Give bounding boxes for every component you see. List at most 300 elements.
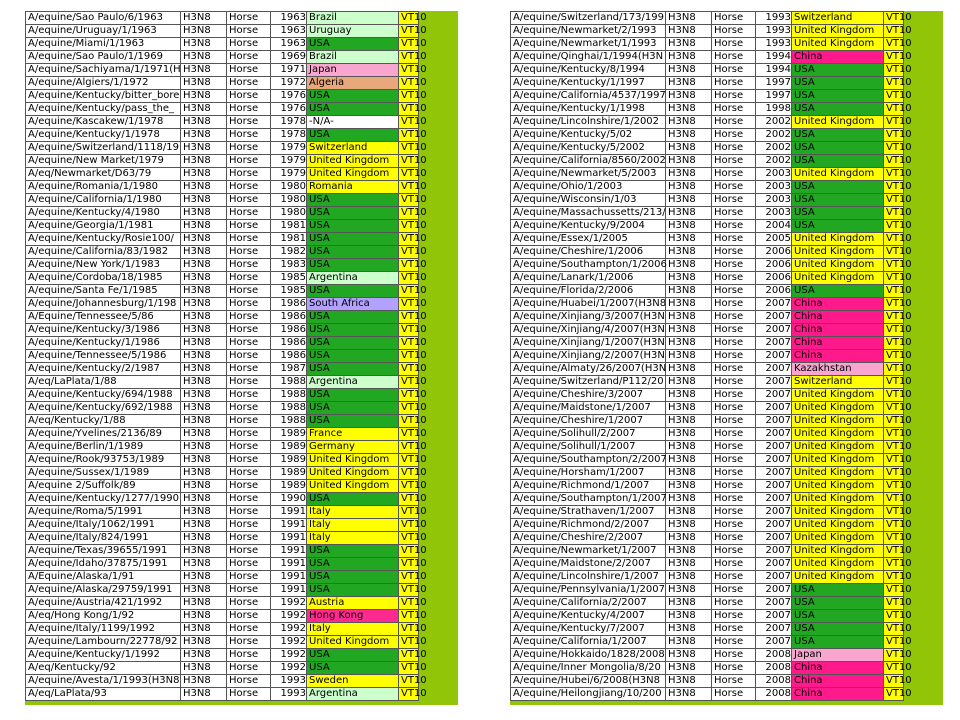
strain-name-cell[interactable]: A/equine/Xinjiang/2/2007(H3N [511,350,666,363]
country-cell[interactable]: China [792,350,884,363]
lineage-cell[interactable]: VT10 [884,324,904,337]
subtype-cell[interactable]: H3N8 [666,558,712,571]
strain-name-cell[interactable]: A/equine/Kentucky/1/1998 [511,103,666,116]
strain-name-cell[interactable]: A/eq/Newmarket/D63/79 [26,168,181,181]
host-cell[interactable]: Horse [712,532,756,545]
lineage-cell[interactable]: VT10 [399,350,419,363]
lineage-cell[interactable]: VT10 [884,454,904,467]
country-cell[interactable]: United Kingdom [792,571,884,584]
country-cell[interactable]: USA [307,337,399,350]
strain-name-cell[interactable]: A/equine/Switzerland/1118/19 [26,142,181,155]
country-cell[interactable]: USA [792,636,884,649]
country-cell[interactable]: China [792,324,884,337]
subtype-cell[interactable]: H3N8 [181,311,227,324]
strain-name-cell[interactable]: A/equine/Kentucky/9/2004 [511,220,666,233]
country-cell[interactable]: Algeria [307,77,399,90]
host-cell[interactable]: Horse [227,428,271,441]
year-cell[interactable]: 1979 [271,155,307,168]
strain-name-cell[interactable]: A/equine/Sachiyama/1/1971(H [26,64,181,77]
host-cell[interactable]: Horse [227,38,271,51]
lineage-cell[interactable]: VT10 [399,38,419,51]
host-cell[interactable]: Horse [227,246,271,259]
subtype-cell[interactable]: H3N8 [666,311,712,324]
country-cell[interactable]: United Kingdom [792,389,884,402]
strain-name-cell[interactable]: A/equine/Italy/824/1991 [26,532,181,545]
country-cell[interactable]: USA [792,285,884,298]
subtype-cell[interactable]: H3N8 [181,597,227,610]
subtype-cell[interactable]: H3N8 [666,649,712,662]
subtype-cell[interactable]: H3N8 [666,38,712,51]
lineage-cell[interactable]: VT10 [884,519,904,532]
subtype-cell[interactable]: H3N8 [181,623,227,636]
strain-name-cell[interactable]: A/equine/Kentucky/7/2007 [511,623,666,636]
subtype-cell[interactable]: H3N8 [666,480,712,493]
country-cell[interactable]: United Kingdom [792,428,884,441]
strain-name-cell[interactable]: A/equine/Georgia/1/1981 [26,220,181,233]
lineage-cell[interactable]: VT10 [399,636,419,649]
subtype-cell[interactable]: H3N8 [666,493,712,506]
year-cell[interactable]: 1969 [271,51,307,64]
year-cell[interactable]: 1993 [756,12,792,25]
host-cell[interactable]: Horse [712,194,756,207]
year-cell[interactable]: 1992 [271,649,307,662]
strain-name-cell[interactable]: A/equine/Ohio/1/2003 [511,181,666,194]
host-cell[interactable]: Horse [227,493,271,506]
subtype-cell[interactable]: H3N8 [181,584,227,597]
strain-name-cell[interactable]: A/equine/Xinjiang/3/2007(H3N [511,311,666,324]
year-cell[interactable]: 2007 [756,376,792,389]
subtype-cell[interactable]: H3N8 [181,142,227,155]
lineage-cell[interactable]: VT10 [884,636,904,649]
strain-name-cell[interactable]: A/equine/Heilongjiang/10/200 [511,688,666,701]
country-cell[interactable]: USA [792,129,884,142]
host-cell[interactable]: Horse [712,129,756,142]
lineage-cell[interactable]: VT10 [399,519,419,532]
host-cell[interactable]: Horse [712,168,756,181]
strain-name-cell[interactable]: A/Equine/Alaska/1/91 [26,571,181,584]
lineage-cell[interactable]: VT10 [884,103,904,116]
subtype-cell[interactable]: H3N8 [666,636,712,649]
subtype-cell[interactable]: H3N8 [666,610,712,623]
strain-name-cell[interactable]: A/equine/Uruguay/1/1963 [26,25,181,38]
subtype-cell[interactable]: H3N8 [181,77,227,90]
lineage-cell[interactable]: VT10 [399,207,419,220]
lineage-cell[interactable]: VT10 [884,142,904,155]
year-cell[interactable]: 1976 [271,90,307,103]
year-cell[interactable]: 2002 [756,142,792,155]
country-cell[interactable]: United Kingdom [307,168,399,181]
lineage-cell[interactable]: VT10 [399,584,419,597]
host-cell[interactable]: Horse [712,662,756,675]
subtype-cell[interactable]: H3N8 [666,77,712,90]
strain-name-cell[interactable]: A/equine/Italy/1199/1992 [26,623,181,636]
host-cell[interactable]: Horse [227,506,271,519]
lineage-cell[interactable]: VT10 [884,64,904,77]
strain-name-cell[interactable]: A/equine/Hokkaido/1828/2008 [511,649,666,662]
subtype-cell[interactable]: H3N8 [181,233,227,246]
strain-name-cell[interactable]: A/equine/Xinjiang/1/2007(H3N [511,337,666,350]
subtype-cell[interactable]: H3N8 [181,506,227,519]
strain-name-cell[interactable]: A/equine/Almaty/26/2007(H3N [511,363,666,376]
country-cell[interactable]: United Kingdom [792,493,884,506]
subtype-cell[interactable]: H3N8 [666,597,712,610]
lineage-cell[interactable]: VT10 [884,298,904,311]
strain-name-cell[interactable]: A/equine/Newmarket/5/2003 [511,168,666,181]
subtype-cell[interactable]: H3N8 [666,25,712,38]
host-cell[interactable]: Horse [227,584,271,597]
country-cell[interactable]: Brazil [307,51,399,64]
host-cell[interactable]: Horse [227,389,271,402]
country-cell[interactable]: Argentina [307,376,399,389]
year-cell[interactable]: 1993 [271,688,307,701]
lineage-cell[interactable]: VT10 [884,207,904,220]
lineage-cell[interactable]: VT10 [399,610,419,623]
subtype-cell[interactable]: H3N8 [181,545,227,558]
lineage-cell[interactable]: VT10 [884,51,904,64]
lineage-cell[interactable]: VT10 [399,142,419,155]
country-cell[interactable]: France [307,428,399,441]
subtype-cell[interactable]: H3N8 [666,207,712,220]
host-cell[interactable]: Horse [712,649,756,662]
year-cell[interactable]: 1993 [756,25,792,38]
subtype-cell[interactable]: H3N8 [666,220,712,233]
lineage-cell[interactable]: VT10 [399,389,419,402]
strain-name-cell[interactable]: A/equine/Inner Mongolia/8/20 [511,662,666,675]
subtype-cell[interactable]: H3N8 [181,350,227,363]
country-cell[interactable]: Kazakhstan [792,363,884,376]
lineage-cell[interactable]: VT10 [884,558,904,571]
year-cell[interactable]: 1994 [756,64,792,77]
strain-name-cell[interactable]: A/equine/Alaska/29759/1991 [26,584,181,597]
subtype-cell[interactable]: H3N8 [181,324,227,337]
host-cell[interactable]: Horse [227,649,271,662]
host-cell[interactable]: Horse [712,402,756,415]
lineage-cell[interactable]: VT10 [399,363,419,376]
strain-name-cell[interactable]: A/equine/Kentucky/4/2007 [511,610,666,623]
strain-name-cell[interactable]: A/equine/Sao Paulo/1/1969 [26,51,181,64]
strain-name-cell[interactable]: A/equine/Miami/1/1963 [26,38,181,51]
year-cell[interactable]: 1963 [271,12,307,25]
year-cell[interactable]: 1986 [271,324,307,337]
country-cell[interactable]: United Kingdom [307,155,399,168]
subtype-cell[interactable]: H3N8 [181,90,227,103]
subtype-cell[interactable]: H3N8 [666,467,712,480]
strain-name-cell[interactable]: A/equine/Cheshire/1/2006 [511,246,666,259]
year-cell[interactable]: 2007 [756,428,792,441]
country-cell[interactable]: United Kingdom [307,636,399,649]
year-cell[interactable]: 2007 [756,597,792,610]
country-cell[interactable]: Italy [307,532,399,545]
subtype-cell[interactable]: H3N8 [666,116,712,129]
year-cell[interactable]: 2007 [756,532,792,545]
lineage-cell[interactable]: VT10 [884,623,904,636]
lineage-cell[interactable]: VT10 [399,311,419,324]
country-cell[interactable]: USA [307,103,399,116]
strain-name-cell[interactable]: A/eq/Kentucky/92 [26,662,181,675]
strain-name-cell[interactable]: A/equine/Newmarket/1/1993 [511,38,666,51]
year-cell[interactable]: 1991 [271,545,307,558]
subtype-cell[interactable]: H3N8 [666,519,712,532]
lineage-cell[interactable]: VT10 [884,155,904,168]
subtype-cell[interactable]: H3N8 [181,532,227,545]
host-cell[interactable]: Horse [712,415,756,428]
subtype-cell[interactable]: H3N8 [666,64,712,77]
host-cell[interactable]: Horse [227,51,271,64]
strain-name-cell[interactable]: A/equine/California/4537/1997 [511,90,666,103]
subtype-cell[interactable]: H3N8 [666,545,712,558]
strain-name-cell[interactable]: A/equine/Roma/5/1991 [26,506,181,519]
year-cell[interactable]: 1992 [271,597,307,610]
lineage-cell[interactable]: VT10 [884,584,904,597]
country-cell[interactable]: United Kingdom [792,532,884,545]
host-cell[interactable]: Horse [227,207,271,220]
strain-name-cell[interactable]: A/equine/Kentucky/1/1997 [511,77,666,90]
year-cell[interactable]: 1997 [756,77,792,90]
country-cell[interactable]: South Africa [307,298,399,311]
strain-name-cell[interactable]: A/equine/Kentucky/1/1978 [26,129,181,142]
lineage-cell[interactable]: VT10 [884,610,904,623]
subtype-cell[interactable]: H3N8 [181,298,227,311]
lineage-cell[interactable]: VT10 [399,220,419,233]
lineage-cell[interactable]: VT10 [884,12,904,25]
subtype-cell[interactable]: H3N8 [181,155,227,168]
country-cell[interactable]: USA [792,597,884,610]
host-cell[interactable]: Horse [227,519,271,532]
host-cell[interactable]: Horse [712,376,756,389]
lineage-cell[interactable]: VT10 [399,441,419,454]
subtype-cell[interactable]: H3N8 [181,389,227,402]
year-cell[interactable]: 2006 [756,272,792,285]
year-cell[interactable]: 1991 [271,506,307,519]
strain-name-cell[interactable]: A/equine/Switzerland/173/199 [511,12,666,25]
year-cell[interactable]: 1978 [271,129,307,142]
host-cell[interactable]: Horse [712,64,756,77]
year-cell[interactable]: 2002 [756,155,792,168]
lineage-cell[interactable]: VT10 [399,103,419,116]
country-cell[interactable]: USA [792,142,884,155]
strain-name-cell[interactable]: A/equine/Kascakew/1/1978 [26,116,181,129]
lineage-cell[interactable]: VT10 [399,415,419,428]
country-cell[interactable]: Italy [307,506,399,519]
country-cell[interactable]: United Kingdom [792,38,884,51]
country-cell[interactable]: United Kingdom [792,402,884,415]
subtype-cell[interactable]: H3N8 [666,363,712,376]
lineage-cell[interactable]: VT10 [399,376,419,389]
subtype-cell[interactable]: H3N8 [666,168,712,181]
lineage-cell[interactable]: VT10 [399,623,419,636]
lineage-cell[interactable]: VT10 [884,272,904,285]
country-cell[interactable]: Uruguay [307,25,399,38]
host-cell[interactable]: Horse [712,428,756,441]
lineage-cell[interactable]: VT10 [399,194,419,207]
subtype-cell[interactable]: H3N8 [666,688,712,701]
lineage-cell[interactable]: VT10 [884,90,904,103]
host-cell[interactable]: Horse [712,324,756,337]
year-cell[interactable]: 2002 [756,116,792,129]
subtype-cell[interactable]: H3N8 [181,207,227,220]
subtype-cell[interactable]: H3N8 [181,12,227,25]
country-cell[interactable]: Argentina [307,272,399,285]
lineage-cell[interactable]: VT10 [399,649,419,662]
strain-name-cell[interactable]: A/equine/Johannesburg/1/198 [26,298,181,311]
country-cell[interactable]: USA [307,389,399,402]
subtype-cell[interactable]: H3N8 [181,168,227,181]
host-cell[interactable]: Horse [227,558,271,571]
host-cell[interactable]: Horse [712,181,756,194]
lineage-cell[interactable]: VT10 [884,428,904,441]
year-cell[interactable]: 1985 [271,285,307,298]
year-cell[interactable]: 2008 [756,649,792,662]
country-cell[interactable]: United Kingdom [792,441,884,454]
lineage-cell[interactable]: VT10 [884,376,904,389]
year-cell[interactable]: 1993 [271,675,307,688]
country-cell[interactable]: United Kingdom [307,454,399,467]
country-cell[interactable]: USA [307,233,399,246]
host-cell[interactable]: Horse [712,25,756,38]
lineage-cell[interactable]: VT10 [399,597,419,610]
lineage-cell[interactable]: VT10 [884,194,904,207]
lineage-cell[interactable]: VT10 [884,116,904,129]
year-cell[interactable]: 1988 [271,389,307,402]
lineage-cell[interactable]: VT10 [884,285,904,298]
country-cell[interactable]: USA [792,90,884,103]
strain-name-cell[interactable]: A/equine/Kentucky/1277/1990 [26,493,181,506]
strain-name-cell[interactable]: A/equine/Idaho/37875/1991 [26,558,181,571]
host-cell[interactable]: Horse [227,90,271,103]
host-cell[interactable]: Horse [712,272,756,285]
lineage-cell[interactable]: VT10 [399,90,419,103]
lineage-cell[interactable]: VT10 [884,532,904,545]
year-cell[interactable]: 1972 [271,77,307,90]
lineage-cell[interactable]: VT10 [884,77,904,90]
lineage-cell[interactable]: VT10 [884,233,904,246]
subtype-cell[interactable]: H3N8 [666,285,712,298]
strain-name-cell[interactable]: A/equine/California/1/1980 [26,194,181,207]
subtype-cell[interactable]: H3N8 [666,662,712,675]
subtype-cell[interactable]: H3N8 [181,454,227,467]
host-cell[interactable]: Horse [712,103,756,116]
year-cell[interactable]: 2003 [756,181,792,194]
host-cell[interactable]: Horse [227,194,271,207]
host-cell[interactable]: Horse [712,51,756,64]
strain-name-cell[interactable]: A/equine/Lincolnshire/1/2007 [511,571,666,584]
strain-name-cell[interactable]: A/equine/Italy/1062/1991 [26,519,181,532]
country-cell[interactable]: Switzerland [307,142,399,155]
year-cell[interactable]: 1981 [271,220,307,233]
lineage-cell[interactable]: VT10 [399,545,419,558]
country-cell[interactable]: USA [792,584,884,597]
country-cell[interactable]: Italy [307,623,399,636]
subtype-cell[interactable]: H3N8 [666,259,712,272]
strain-name-cell[interactable]: A/equine/Cordoba/18/1985 [26,272,181,285]
country-cell[interactable]: USA [307,220,399,233]
host-cell[interactable]: Horse [227,610,271,623]
subtype-cell[interactable]: H3N8 [181,610,227,623]
host-cell[interactable]: Horse [227,688,271,701]
subtype-cell[interactable]: H3N8 [181,480,227,493]
subtype-cell[interactable]: H3N8 [181,571,227,584]
strain-name-cell[interactable]: A/equine/Kentucky/pass_the_ [26,103,181,116]
year-cell[interactable]: 1991 [271,571,307,584]
strain-name-cell[interactable]: A/equine/Switzerland/P112/20 [511,376,666,389]
country-cell[interactable]: USA [307,311,399,324]
lineage-cell[interactable]: VT10 [884,545,904,558]
country-cell[interactable]: USA [307,285,399,298]
host-cell[interactable]: Horse [712,285,756,298]
country-cell[interactable]: China [792,298,884,311]
subtype-cell[interactable]: H3N8 [181,558,227,571]
country-cell[interactable]: USA [307,558,399,571]
year-cell[interactable]: 2007 [756,545,792,558]
lineage-cell[interactable]: VT10 [399,181,419,194]
strain-name-cell[interactable]: A/equine/Tennessee/5/1986 [26,350,181,363]
host-cell[interactable]: Horse [227,285,271,298]
host-cell[interactable]: Horse [712,220,756,233]
host-cell[interactable]: Horse [712,545,756,558]
subtype-cell[interactable]: H3N8 [666,142,712,155]
lineage-cell[interactable]: VT10 [884,493,904,506]
country-cell[interactable]: Argentina [307,688,399,701]
strain-name-cell[interactable]: A/equine/New Market/1979 [26,155,181,168]
subtype-cell[interactable]: H3N8 [666,90,712,103]
lineage-cell[interactable]: VT10 [399,493,419,506]
lineage-cell[interactable]: VT10 [884,337,904,350]
host-cell[interactable]: Horse [712,142,756,155]
country-cell[interactable]: USA [307,493,399,506]
subtype-cell[interactable]: H3N8 [181,675,227,688]
year-cell[interactable]: 1992 [271,610,307,623]
country-cell[interactable]: China [792,662,884,675]
year-cell[interactable]: 2006 [756,246,792,259]
subtype-cell[interactable]: H3N8 [666,103,712,116]
year-cell[interactable]: 2003 [756,207,792,220]
host-cell[interactable]: Horse [227,64,271,77]
lineage-cell[interactable]: VT10 [399,77,419,90]
year-cell[interactable]: 1983 [271,259,307,272]
strain-name-cell[interactable]: A/equine/Romania/1/1980 [26,181,181,194]
host-cell[interactable]: Horse [712,675,756,688]
lineage-cell[interactable]: VT10 [399,558,419,571]
subtype-cell[interactable]: H3N8 [666,233,712,246]
country-cell[interactable]: USA [792,207,884,220]
year-cell[interactable]: 1992 [271,662,307,675]
subtype-cell[interactable]: H3N8 [181,467,227,480]
strain-name-cell[interactable]: A/equine/Richmond/2/2007 [511,519,666,532]
lineage-cell[interactable]: VT10 [399,454,419,467]
year-cell[interactable]: 2006 [756,259,792,272]
strain-name-cell[interactable]: A/equine/Avesta/1/1993(H3N8 [26,675,181,688]
year-cell[interactable]: 1987 [271,363,307,376]
country-cell[interactable]: USA [307,246,399,259]
lineage-cell[interactable]: VT10 [884,480,904,493]
subtype-cell[interactable]: H3N8 [666,324,712,337]
year-cell[interactable]: 1989 [271,480,307,493]
host-cell[interactable]: Horse [712,688,756,701]
country-cell[interactable]: United Kingdom [792,506,884,519]
host-cell[interactable]: Horse [227,116,271,129]
lineage-cell[interactable]: VT10 [399,116,419,129]
host-cell[interactable]: Horse [227,350,271,363]
host-cell[interactable]: Horse [712,337,756,350]
strain-name-cell[interactable]: A/equine/Kentucky/1/1992 [26,649,181,662]
strain-name-cell[interactable]: A/equine/Newmarket/2/1993 [511,25,666,38]
host-cell[interactable]: Horse [712,584,756,597]
country-cell[interactable]: USA [307,402,399,415]
subtype-cell[interactable]: H3N8 [666,675,712,688]
country-cell[interactable]: China [792,337,884,350]
lineage-cell[interactable]: VT10 [884,246,904,259]
strain-name-cell[interactable]: A/equine/Maidstone/2/2007 [511,558,666,571]
